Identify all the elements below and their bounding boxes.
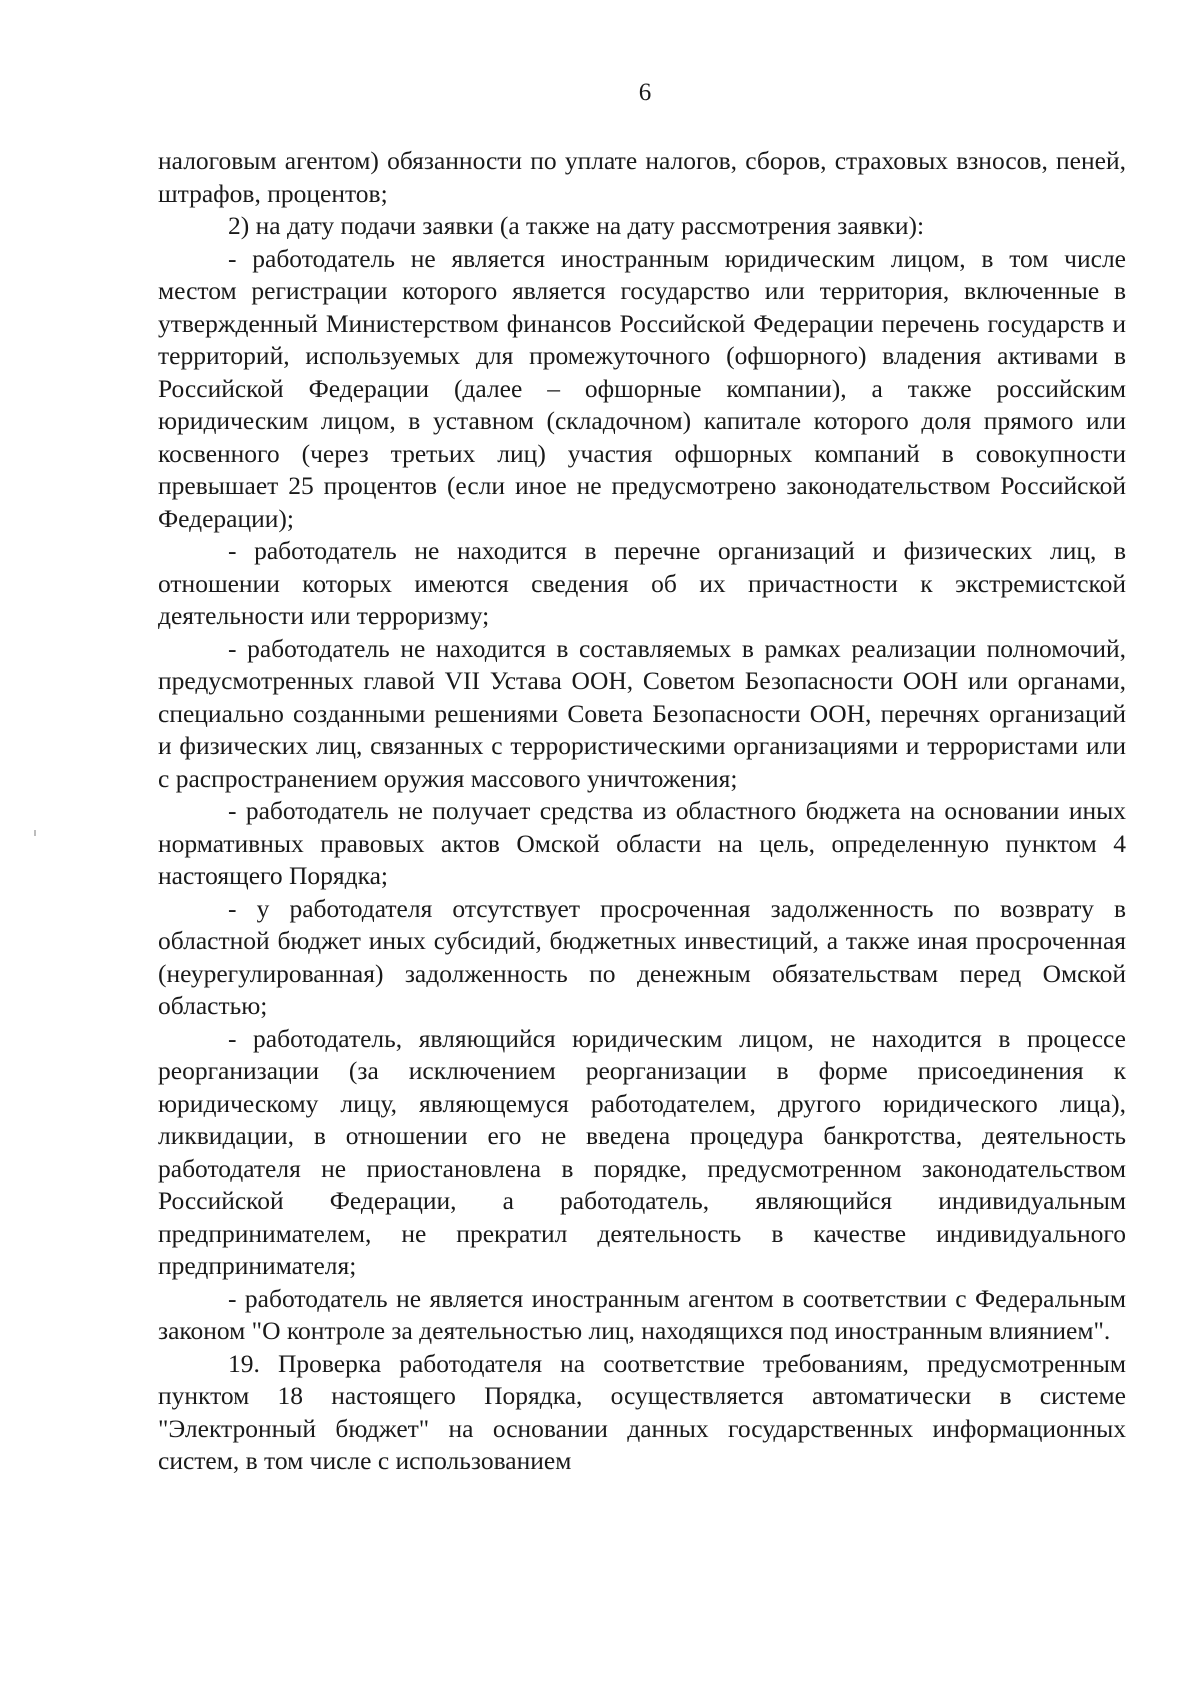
paragraph-extremism-list: - работодатель не находится в перечне организаций и физических лиц, в отношении которых имеются сведения об их причастности к экстремистской деятельности или терроризму;: [158, 536, 1126, 630]
paragraph-budget-funds: - работодатель не получает средства из областного бюджета на основании иных нормативных правовых актов Омской области на цель, определенную пунктом 4 настоящего Порядка;: [158, 796, 1126, 890]
paragraph-foreign-agent: - работодатель не является иностранным агентом в соответствии с Федеральным законом "О контроле за деятельностью лиц, находящихся под иностранным влиянием".: [158, 1283, 1126, 1345]
paragraph-item-2: 2) на дату подачи заявки (а также на дату рассмотрения заявки):: [228, 211, 925, 240]
scan-artifact: [34, 830, 36, 836]
page-number: 6: [638, 79, 652, 106]
document-body: [158, 145, 1126, 1478]
paragraph-un-lists: - работодатель не находится в составляемых в рамках реализации полномочий, предусмотренных главой VII Устава ООН, Советом Безопасности ООН или органами, специально созданными решениями Совета Безопасности ООН, перечнях организаций и физических лиц, связанных с террористическими организациями и террористами или с распространением оружия массового уничтожения;: [158, 633, 1126, 793]
paragraph-continuation: налоговым агентом) обязанности по уплате налогов, сборов, страховых взносов, пеней, штрафов, процентов;: [158, 146, 1126, 208]
paragraph-reorganization: - работодатель, являющийся юридическим лицом, не находится в процессе реорганизации (за исключением реорганизации в форме присоединения к юридическому лицу, являющемуся работодателем, другого юридического лица), ликвидации, в отношении его не введена процедура банкротства, деятельность работодателя не приостановлена в порядке, предусмотренном законодательством Российской Федерации, а работодатель, являющийся индивидуальным предпринимателем, не прекратил деятельность в качестве индивидуального предпринимателя;: [158, 1023, 1126, 1280]
paragraph-19: 19. Проверка работодателя на соответствие требованиям, предусмотренным пунктом 18 настоящего Порядка, осуществляется автоматически в системе "Электронный бюджет" на основании данных государственных информационных систем, в том числе с использованием: [158, 1348, 1126, 1475]
paragraph-debt: - у работодателя отсутствует просроченная задолженность по возврату в областной бюджет иных субсидий, бюджетных инвестиций, а также иная просроченная (неурегулированная) задолженность по денежным обязательствам перед Омской областью;: [158, 893, 1126, 1020]
paragraph-offshore-requirement: - работодатель не является иностранным юридическим лицом, в том числе местом регистрации которого является государство или территория, включенные в утвержденный Министерством финансов Российской Федерации перечень государств и территорий, используемых для промежуточного (офшорного) владения активами в Российской Федерации (далее – офшорные компании), а также российским юридическим лицом, в уставном (складочном) капитале которого доля прямого или косвенного (через третьих лиц) участия офшорных компаний в совокупности превышает 25 процентов (если иное не предусмотрено законодательством Российской Федерации);: [158, 243, 1126, 533]
